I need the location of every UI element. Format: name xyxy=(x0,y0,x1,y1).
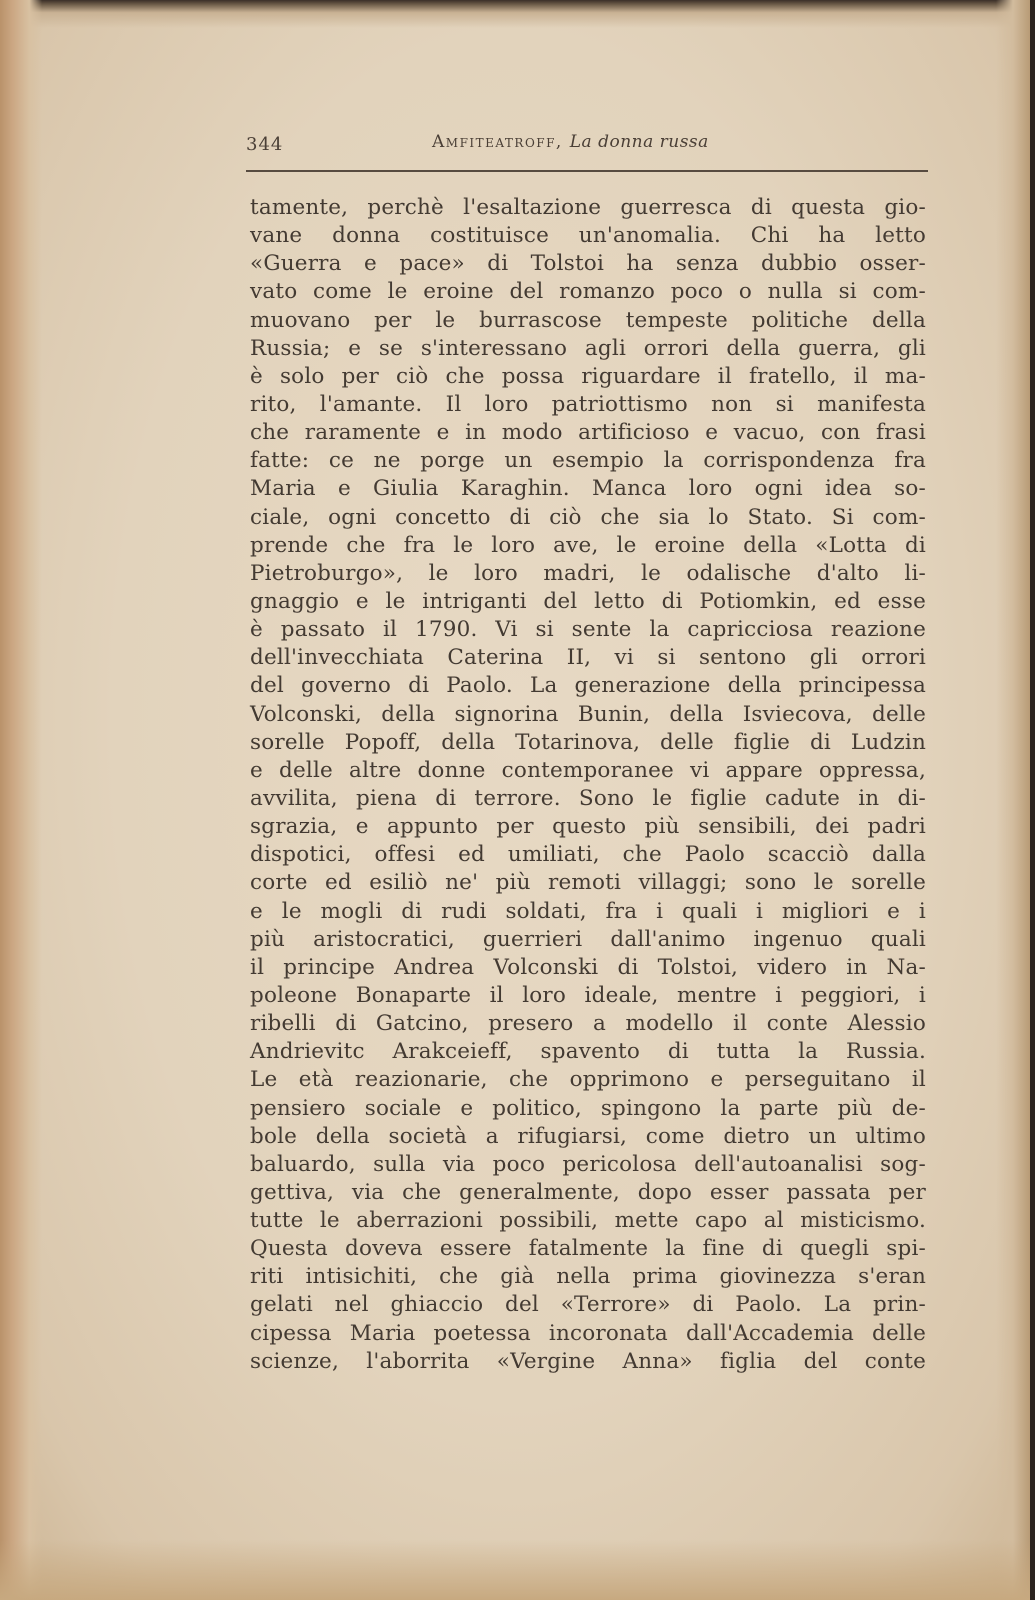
text-line: muovano per le burrascose tempeste politiche della xyxy=(250,307,926,333)
text-line: Questa doveva essere fatalmente la fine di quegli spi- xyxy=(250,1236,926,1262)
text-line: pensiero sociale e politico, spingono la parte più de- xyxy=(250,1095,926,1121)
text-line: tutte le aberrazioni possibili, mette capo al misticismo. xyxy=(250,1208,926,1234)
text-line: Volconski, della signorina Bunin, della Isviecova, delle xyxy=(250,701,926,727)
text-line: Maria e Giulia Karaghin. Manca loro ogni idea so- xyxy=(250,476,926,502)
author-name: Amfiteatroff, xyxy=(432,132,563,152)
text-line: tamente, perchè l'esaltazione guerresca di questa gio- xyxy=(250,195,926,220)
text-line: rito, l'amante. Il loro patriottismo non si manifesta xyxy=(250,391,926,417)
text-line: è passato il 1790. Vi si sente la capricciosa reazione xyxy=(250,617,926,643)
text-line: il principe Andrea Volconski di Tolstoi, videro in Na- xyxy=(250,954,926,980)
text-line: del governo di Paolo. La generazione della principessa xyxy=(250,673,926,699)
page-bottom-edge xyxy=(0,1540,1030,1600)
text-line: ribelli di Gatcino, presero a modello il conte Alessio xyxy=(250,1011,926,1037)
text-line: baluardo, sulla via poco pericolosa dell'autoanalisi sog- xyxy=(250,1151,926,1177)
text-line: ciale, ogni concetto di ciò che sia lo Stato. Si com- xyxy=(250,504,926,530)
page-top-edge xyxy=(0,0,1030,28)
text-line: vane donna costituisce un'anomalia. Chi ha letto xyxy=(250,223,926,249)
text-line: e le mogli di rudi soldati, fra i quali i migliori e i xyxy=(250,898,926,924)
text-line: avvilita, piena di terrore. Sono le figlie cadute in di- xyxy=(250,785,926,811)
text-line: e delle altre donne contemporanee vi appare oppressa, xyxy=(250,757,926,783)
text-line: Le età reazionarie, che opprimono e perseguitano il xyxy=(250,1067,926,1093)
text-line: Russia; e se s'interessano agli orrori della guerra, gli xyxy=(250,335,926,361)
text-line: fatte: ce ne porge un esempio la corrispondenza fra xyxy=(250,448,926,474)
text-line: prende che fra le loro ave, le eroine della «Lotta di xyxy=(250,532,926,558)
text-line: poleone Bonaparte il loro ideale, mentre i peggiori, i xyxy=(250,982,926,1008)
book-title: La donna russa xyxy=(569,132,709,152)
text-line: riti intisichiti, che già nella prima giovinezza s'eran xyxy=(250,1264,926,1290)
text-line: gnaggio e le intriganti del letto di Potiomkin, ed esse xyxy=(250,588,926,614)
text-line: scienze, l'aborrita «Vergine Anna» figlia del conte xyxy=(250,1348,926,1374)
text-line: sgrazia, e appunto per questo più sensibili, dei padri xyxy=(250,814,926,840)
text-line: dell'invecchiata Caterina II, vi si sentono gli orrori xyxy=(250,645,926,671)
text-line: gettiva, via che generalmente, dopo esser passata per xyxy=(250,1179,926,1205)
page-left-edge xyxy=(0,0,42,1600)
text-line: bole della società a rifugiarsi, come dietro un ultimo xyxy=(250,1123,926,1149)
text-line: Andrievitc Arakceieff, spavento di tutta la Russia. xyxy=(250,1039,926,1065)
text-line: gelati nel ghiaccio del «Terrore» di Paolo. La prin- xyxy=(250,1292,926,1318)
text-line: dispotici, offesi ed umiliati, che Paolo scacciò dalla xyxy=(250,842,926,868)
text-line: che raramente e in modo artificioso e vacuo, con frasi xyxy=(250,420,926,446)
text-line: vato come le eroine del romanzo poco o nulla si com- xyxy=(250,279,926,305)
running-header xyxy=(246,126,924,162)
text-line: cipessa Maria poetessa incoronata dall'Accademia delle xyxy=(250,1320,926,1346)
body-text xyxy=(250,194,926,1376)
page-right-edge xyxy=(996,0,1030,1600)
text-line: «Guerra e pace» di Tolstoi ha senza dubbio osser- xyxy=(250,251,926,277)
page-number: 344 xyxy=(246,134,284,155)
running-head xyxy=(432,132,709,152)
text-line: più aristocratici, guerrieri dall'animo ingenuo quali xyxy=(250,926,926,952)
text-line: sorelle Popoff, della Totarinova, delle figlie di Ludzin xyxy=(250,729,926,755)
header-rule xyxy=(246,170,928,172)
text-line: Pietroburgo», le loro madri, le odalische d'alto li- xyxy=(250,560,926,586)
text-line: corte ed esiliò ne' più remoti villaggi; sono le sorelle xyxy=(250,870,926,896)
text-line: è solo per ciò che possa riguardare il fratello, il ma- xyxy=(250,363,926,389)
